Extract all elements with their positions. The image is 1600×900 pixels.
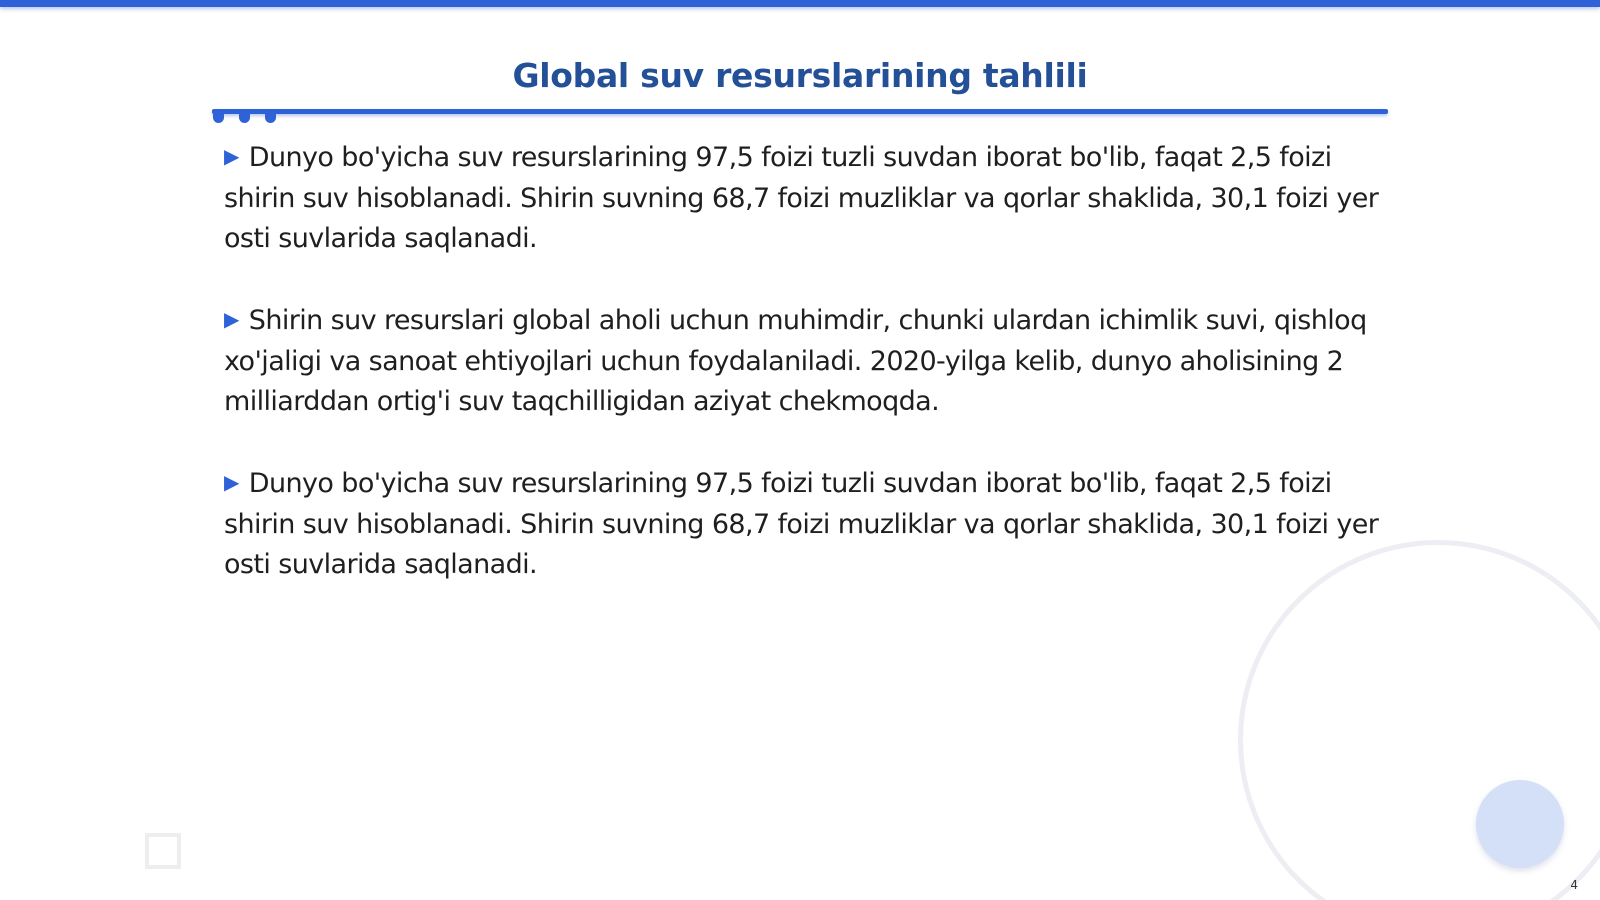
underline-dot bbox=[265, 114, 276, 123]
bullet-paragraph bbox=[224, 464, 1384, 585]
top-accent-bar bbox=[0, 0, 1600, 7]
page-number: 4 bbox=[1570, 878, 1578, 892]
bullet-text: Shirin suv resurslari global aholi uchun muhimdir, chunki ulardan ichimlik suvi, qishloq xo'jaligi va sanoat ehtiyojlari uchun foydalaniladi. 2020-yilga kelib, dunyo aholisining 2 milliarddan ortig'i suv taqchilligidan aziyat chekmoqda. bbox=[224, 305, 1367, 417]
triangle-bullet-icon: ▶ bbox=[224, 470, 239, 494]
title-underline bbox=[212, 109, 1388, 114]
underline-dot bbox=[239, 114, 250, 123]
bullet-text: Dunyo bo'yicha suv resurslarining 97,5 foizi tuzli suvdan iborat bo'lib, faqat 2,5 foizi shirin suv hisoblanadi. Shirin suvning 68,7 foizi muzliklar va qorlar shaklida, 30,1 foizi yer osti suvlarida saqlanadi. bbox=[224, 468, 1379, 580]
bullet-paragraph bbox=[224, 301, 1384, 422]
slide-content bbox=[224, 138, 1384, 627]
bullet-text: Dunyo bo'yicha suv resurslarining 97,5 foizi tuzli suvdan iborat bo'lib, faqat 2,5 foizi shirin suv hisoblanadi. Shirin suvning 68,7 foizi muzliklar va qorlar shaklida, 30,1 foizi yer osti suvlarida saqlanadi. bbox=[224, 142, 1379, 254]
triangle-bullet-icon: ▶ bbox=[224, 144, 239, 168]
decorative-circle bbox=[1476, 780, 1564, 868]
underline-dot bbox=[213, 114, 224, 123]
triangle-bullet-icon: ▶ bbox=[224, 307, 239, 331]
decorative-square bbox=[145, 833, 181, 869]
slide-title: Global suv resurslarining tahlili bbox=[512, 56, 1088, 95]
bullet-paragraph bbox=[224, 138, 1384, 259]
